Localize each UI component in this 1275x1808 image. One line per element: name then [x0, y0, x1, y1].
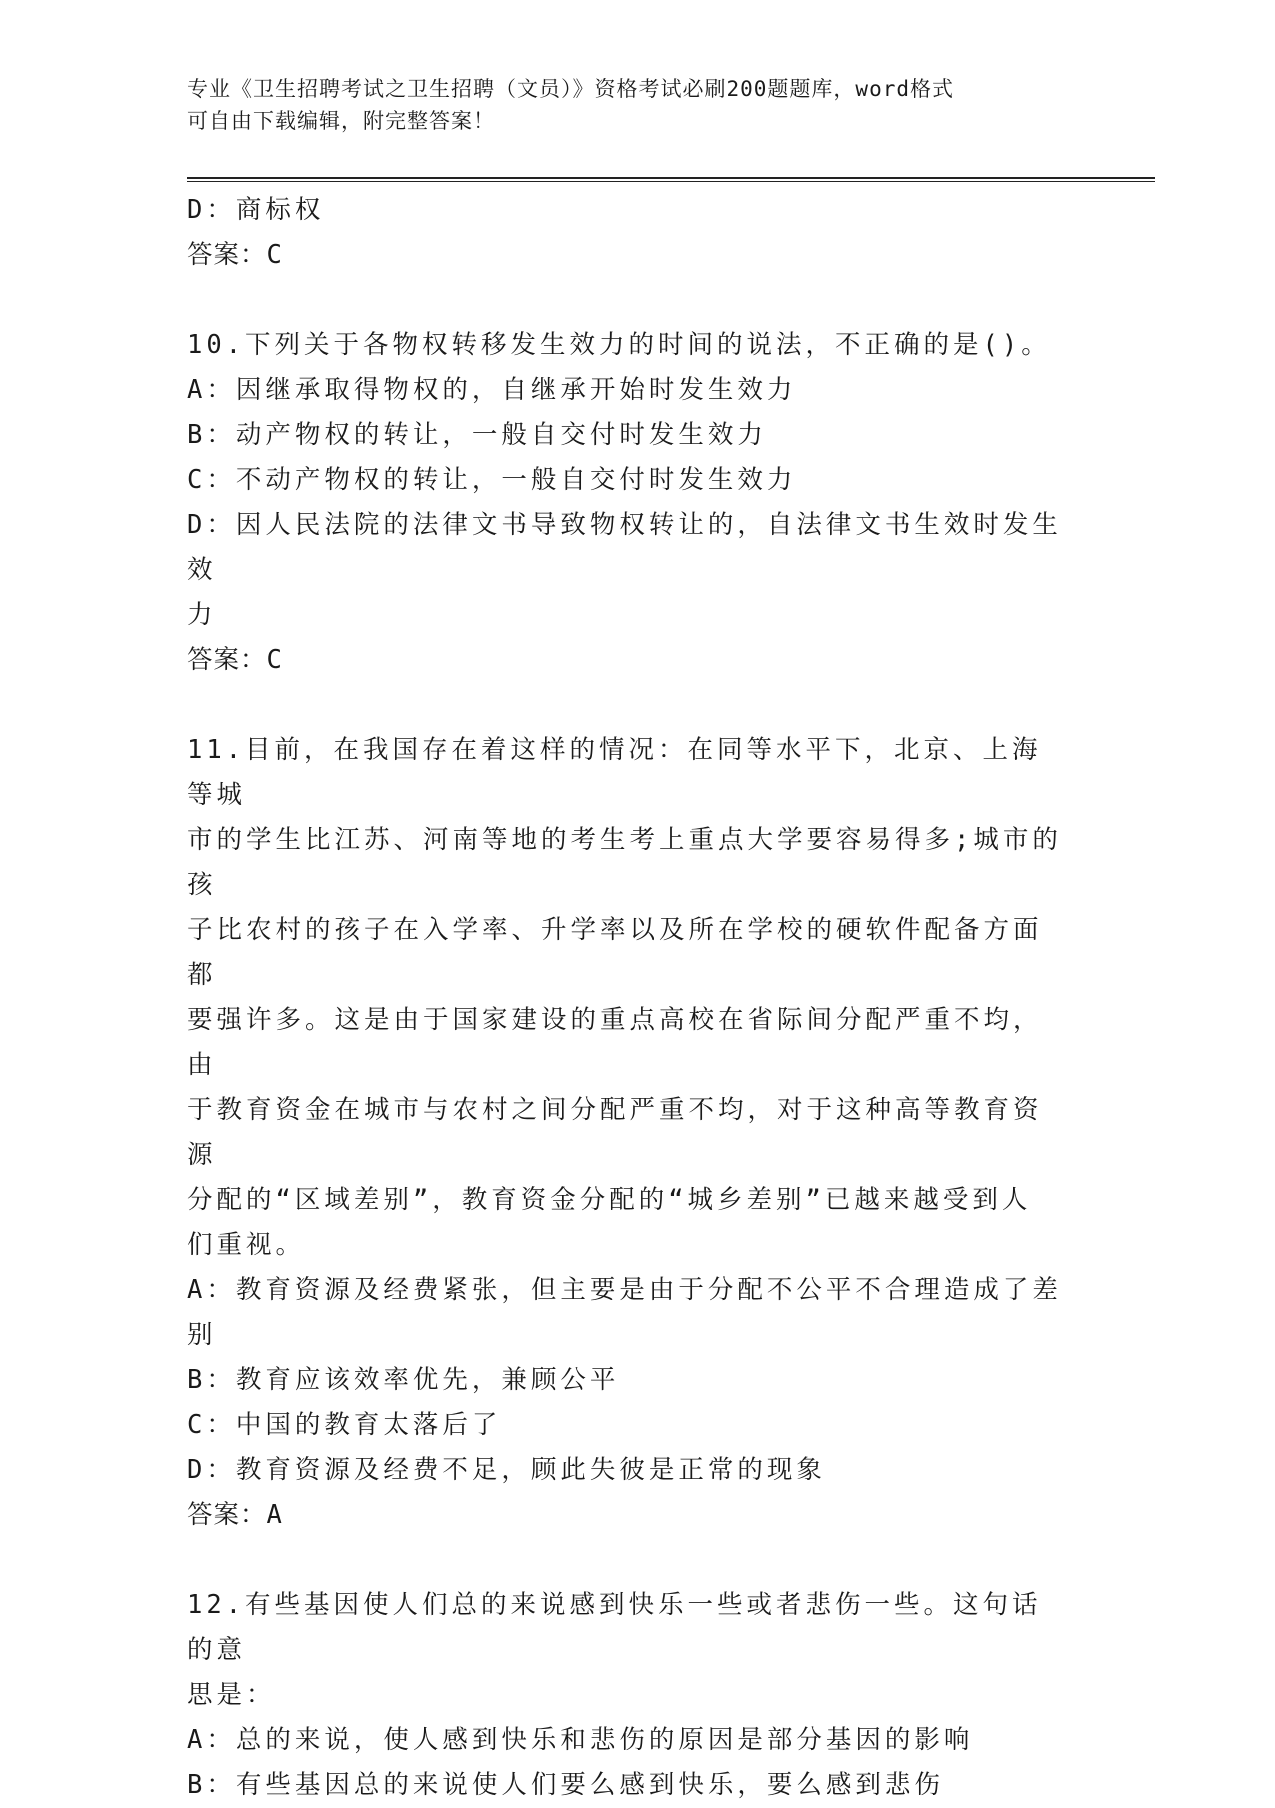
q10-option-a: A：因继承取得物权的，自继承开始时发生效力: [187, 375, 797, 405]
q11-stem-line-6: 分配的“区域差别”，教育资金分配的“城乡差别”已越来越受到人: [187, 1185, 1032, 1215]
q12-option-b: B：有些基因总的来说使人们要么感到快乐，要么感到悲伤: [187, 1770, 944, 1800]
q11-option-b: B：教育应该效率优先，兼顾公平: [187, 1365, 620, 1395]
q10-answer: 答案：C: [187, 645, 283, 675]
q11-option-c: C：中国的教育太落后了: [187, 1410, 502, 1440]
q10-option-d-line-2: 力: [187, 600, 217, 630]
q11-option-a: A：教育资源及经费紧张，但主要是由于分配不公平不合理造成了差别: [187, 1275, 1062, 1350]
q11-option-d: D：教育资源及经费不足，顾此失彼是正常的现象: [187, 1455, 826, 1485]
document-header: [187, 73, 1067, 137]
q10-option-b: B：动产物权的转让，一般自交付时发生效力: [187, 420, 767, 450]
document-body: [187, 188, 1067, 1808]
spacer: [187, 683, 1067, 728]
q12-stem-line-2: 思是：: [187, 1680, 276, 1710]
q11-stem-line-1: 11.目前，在我国存在着这样的情况：在同等水平下，北京、上海等城: [187, 735, 1042, 810]
q11-answer: 答案：A: [187, 1500, 283, 1530]
q10-option-d-line-1: D：因人民法院的法律文书导致物权转让的，自法律文书生效时发生效: [187, 510, 1062, 585]
prev-answer: 答案：C: [187, 240, 283, 270]
q12-stem-line-1: 12.有些基因使人们总的来说感到快乐一些或者悲伤一些。这句话的意: [187, 1590, 1042, 1665]
q10-stem: 10.下列关于各物权转移发生效力的时间的说法，不正确的是()。: [187, 330, 1051, 360]
q11-stem-line-5: 于教育资金在城市与农村之间分配严重不均，对于这种高等教育资源: [187, 1095, 1043, 1170]
header-line-1: 专业《卫生招聘考试之卫生招聘（文员）》资格考试必刷200题题库，word格式: [187, 77, 954, 101]
q10-option-c: C：不动产物权的转让，一般自交付时发生效力: [187, 465, 797, 495]
header-divider: [187, 177, 1155, 182]
spacer: [187, 278, 1067, 323]
q11-stem-line-2: 市的学生比江苏、河南等地的考生考上重点大学要容易得多;城市的孩: [187, 825, 1062, 900]
spacer: [187, 1538, 1067, 1583]
q11-stem-line-3: 子比农村的孩子在入学率、升学率以及所在学校的硬软件配备方面都: [187, 915, 1043, 990]
q11-stem-line-7: 们重视。: [187, 1230, 306, 1260]
prev-option-d: D：商标权: [187, 195, 325, 225]
header-line-2: 可自由下载编辑，附完整答案！: [187, 109, 495, 133]
q11-stem-line-4: 要强许多。这是由于国家建设的重点高校在省际间分配严重不均，由: [187, 1005, 1043, 1080]
q12-option-a: A：总的来说，使人感到快乐和悲伤的原因是部分基因的影响: [187, 1725, 974, 1755]
